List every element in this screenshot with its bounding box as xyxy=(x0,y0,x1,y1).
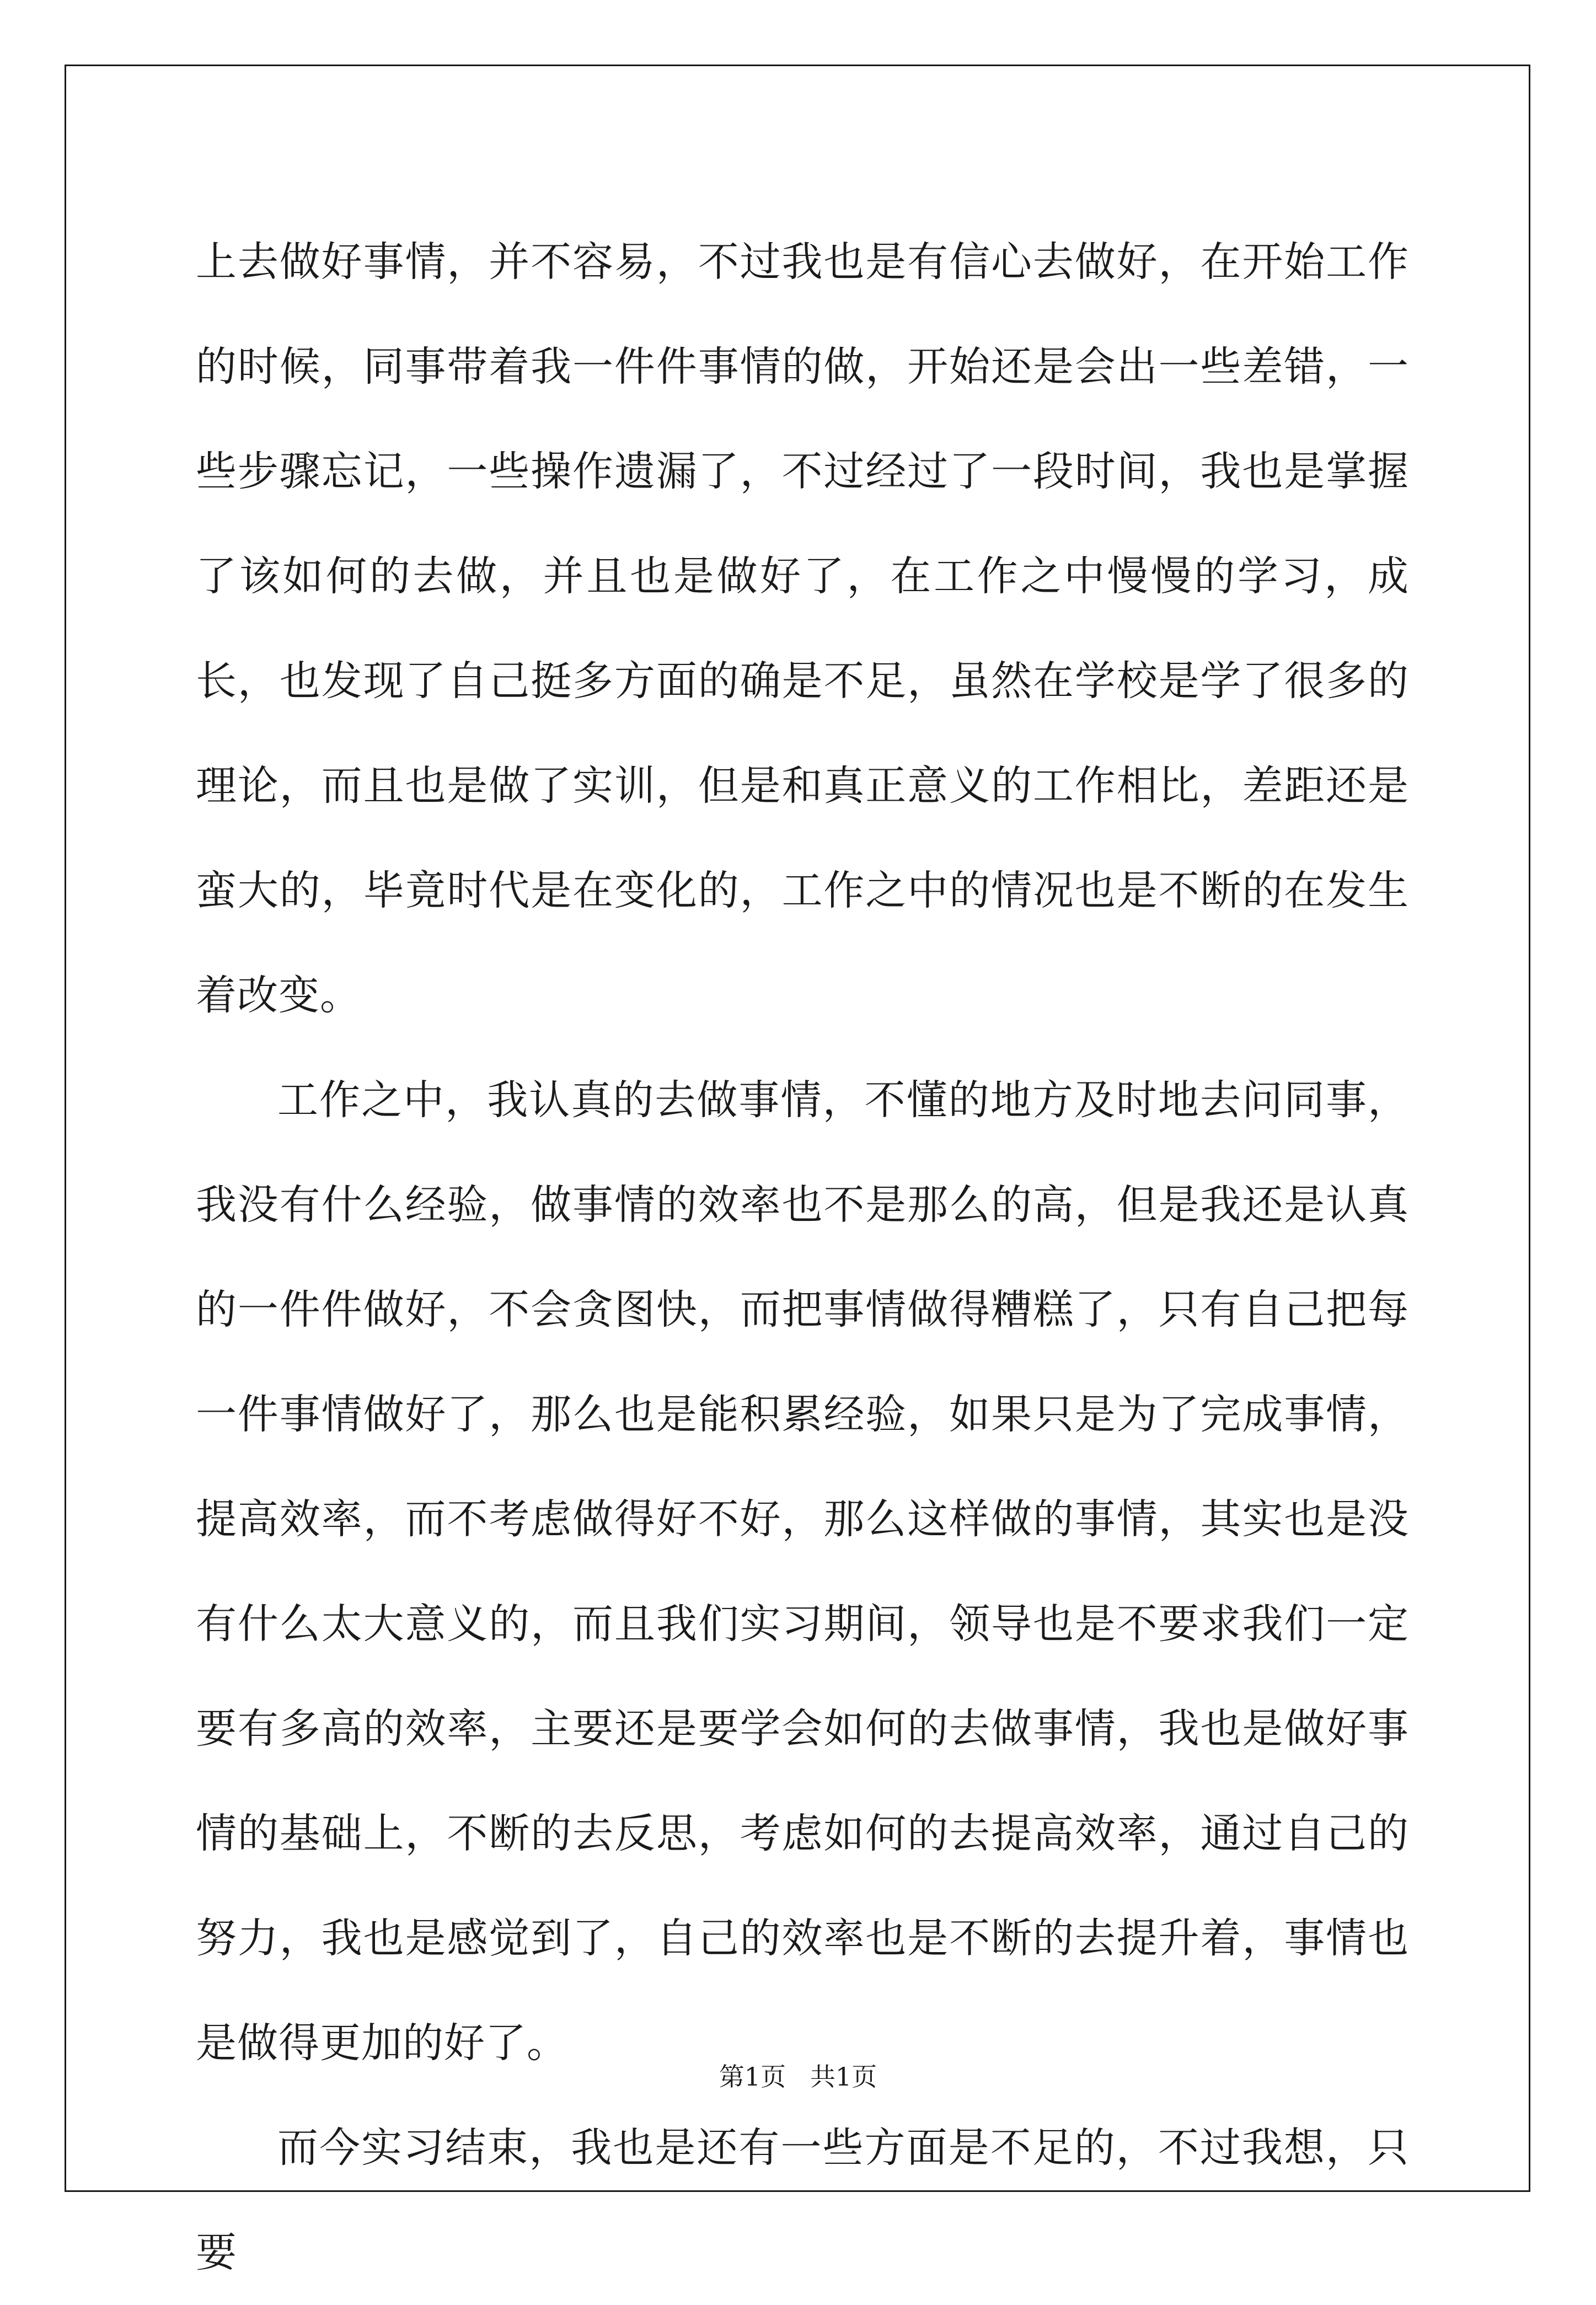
paragraph-1: 上去做好事情，并不容易，不过我也是有信心去做好，在开始工作的时候，同事带着我一件件事情的做，开始还是会出一些差错，一些步骤忘记，一些操作遗漏了，不过经过了一段时间，我也是掌握了该如何的去做，并且也是做好了，在工作之中慢慢的学习，成长，也发现了自己挺多方面的确是不足，虽然在学校是学了很多的理论，而且也是做了实训，但是和真正意义的工作相比，差距还是蛮大的，毕竟时代是在变化的，工作之中的情况也是不断的在发生着改变。 xyxy=(196,238,1409,1019)
paragraph-2: 工作之中，我认真的去做事情，不懂的地方及时地去问同事，我没有什么经验，做事情的效率也不是那么的高，但是我还是认真的一件件做好，不会贪图快，而把事情做得糟糕了，只有自己把每一件事情做好了，那么也是能积累经验，如果只是为了完成事情，提高效率，而不考虑做得好不好，那么这样做的事情，其实也是没有什么太大意义的，而且我们实习期间，领导也是不要求我们一定要有多高的效率，主要还是要学会如何的去做事情，我也是做好事情的基础上，不断的去反思，考虑如何的去提高效率，通过自己的努力，我也是感觉到了，自己的效率也是不断的去提升着，事情也是做得更加的好了。 xyxy=(196,1076,1409,2067)
page-number-footer: 第1页 共1页 xyxy=(719,2062,877,2092)
paragraph-3: 而今实习结束，我也是还有一些方面是不足的，不过我想，只要 xyxy=(196,2124,1409,2276)
document-body xyxy=(196,210,1409,2305)
